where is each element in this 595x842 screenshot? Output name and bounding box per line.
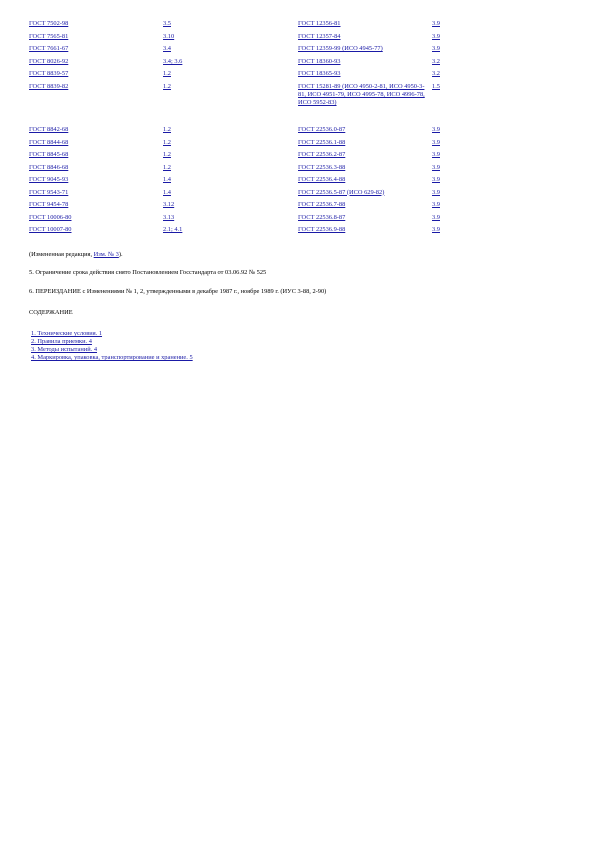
reference-cell <box>163 176 293 184</box>
reference-doc-link[interactable]: ГОСТ 8839-57 <box>29 70 69 77</box>
reference-section-link[interactable]: 3.9 <box>432 45 440 52</box>
reference-cell <box>298 45 426 53</box>
reference-doc-link[interactable]: ГОСТ 22536.7-88 <box>298 201 346 208</box>
reference-section-link[interactable]: 1.2 <box>163 126 171 133</box>
reference-cell <box>432 189 472 197</box>
reference-doc-link[interactable]: ГОСТ 22536.4-88 <box>298 176 346 183</box>
reference-doc-link[interactable]: ГОСТ 22536.3-88 <box>298 163 346 171</box>
reference-cell <box>163 226 293 234</box>
reference-section-link[interactable]: 2.1; 4.1 <box>163 226 183 233</box>
reference-cell <box>432 126 472 134</box>
reference-doc-link[interactable]: ГОСТ 12356-81 <box>298 20 341 27</box>
reference-section-link[interactable]: 3.9 <box>432 138 440 146</box>
table-of-contents <box>31 330 193 362</box>
reference-doc-link[interactable]: ГОСТ 9045-93 <box>29 176 69 183</box>
amendment-note-prefix: (Измененная редакция, <box>29 251 94 258</box>
reference-doc-link[interactable]: ГОСТ 12357-84 <box>298 32 341 40</box>
reference-section-link[interactable]: 1.2 <box>163 82 171 90</box>
reference-doc-link[interactable]: ГОСТ 7565-81 <box>29 32 69 40</box>
reference-cell <box>163 58 293 66</box>
reference-cell <box>163 189 293 197</box>
toc-title: СОДЕРЖАНИЕ <box>29 309 73 316</box>
reference-cell <box>298 189 426 197</box>
reference-cell <box>29 70 159 78</box>
reference-cell <box>432 151 472 159</box>
reference-cell <box>298 33 426 41</box>
reference-doc-link[interactable]: ГОСТ 9454-78 <box>29 201 69 208</box>
reference-cell <box>29 151 159 159</box>
reference-doc-link[interactable]: ГОСТ 8842-68 <box>29 126 69 133</box>
reference-cell <box>298 20 426 28</box>
reference-cell <box>298 226 426 234</box>
reference-section-link[interactable]: 1.4 <box>163 176 171 183</box>
reference-section-link[interactable]: 3.12 <box>163 201 175 208</box>
reference-section-link[interactable]: 3.9 <box>432 226 440 233</box>
reference-cell <box>298 126 426 134</box>
reference-cell <box>29 45 159 53</box>
reference-cell <box>432 45 472 53</box>
reference-cell <box>432 70 472 78</box>
reference-doc-link[interactable]: ГОСТ 7661-67 <box>29 45 69 52</box>
reference-section-link[interactable]: 3.2 <box>432 70 440 77</box>
reference-section-link[interactable]: 1.2 <box>163 138 171 146</box>
reference-cell <box>29 58 159 66</box>
reference-cell <box>163 139 293 147</box>
reference-section-link[interactable]: 1.2 <box>163 151 171 158</box>
reference-cell <box>163 214 293 222</box>
reference-section-link[interactable]: 3.2 <box>432 57 440 65</box>
reference-section-link[interactable]: 3.9 <box>432 151 440 158</box>
reference-cell <box>29 226 159 234</box>
reference-doc-link[interactable]: ГОСТ 22536.1-88 <box>298 138 346 146</box>
reference-section-link[interactable]: 3.9 <box>432 20 440 27</box>
toc-item-link[interactable]: 3. Методы испытаний. 4 <box>31 346 98 353</box>
reference-doc-link[interactable]: ГОСТ 9543-71 <box>29 188 69 196</box>
reference-doc-link[interactable]: ГОСТ 8839-82 <box>29 82 69 90</box>
reference-section-link[interactable]: 3.9 <box>432 188 440 196</box>
reference-cell <box>29 33 159 41</box>
reference-doc-link[interactable]: ГОСТ 12359-99 (ИСО 4945-77) <box>298 45 383 52</box>
reference-cell <box>298 176 426 184</box>
reference-doc-link[interactable]: ГОСТ 22536.0-87 <box>298 126 346 133</box>
paragraph-5: 5. Ограничение срока действия снято Постановлением Госстандарта от 03.06.92 № 525 <box>29 269 267 276</box>
reference-cell <box>298 83 426 108</box>
reference-section-link[interactable]: 3.9 <box>432 201 440 208</box>
reference-section-link[interactable]: 3.9 <box>432 126 440 133</box>
reference-cell <box>298 164 426 172</box>
reference-cell <box>298 214 426 222</box>
reference-section-link[interactable]: 1.2 <box>163 163 171 171</box>
reference-section-link[interactable]: 1.5 <box>432 82 440 90</box>
reference-cell <box>298 201 426 209</box>
reference-doc-link[interactable]: ГОСТ 22536.8-87 <box>298 213 346 221</box>
reference-cell <box>163 164 293 172</box>
reference-section-link[interactable]: 3.5 <box>163 20 171 27</box>
reference-cell <box>432 226 472 234</box>
reference-cell <box>298 151 426 159</box>
toc-item-link[interactable]: 1. Технические условия. 1 <box>31 330 103 337</box>
reference-section-link[interactable]: 3.4 <box>163 45 171 52</box>
reference-doc-link[interactable]: ГОСТ 8844-68 <box>29 138 69 146</box>
reference-cell <box>432 214 472 222</box>
reference-cell <box>163 20 293 28</box>
reference-doc-link[interactable]: ГОСТ 18360-93 <box>298 57 341 65</box>
reference-doc-link[interactable]: ГОСТ 22536.5-87 (ИСО 629-82) <box>298 188 385 196</box>
reference-section-link[interactable]: 3.9 <box>432 213 440 221</box>
reference-cell <box>29 214 159 222</box>
reference-cell <box>298 58 426 66</box>
reference-section-link[interactable]: 3.9 <box>432 163 440 171</box>
toc-item-link[interactable]: 2. Правила приемки. 4 <box>31 338 92 345</box>
reference-cell <box>432 33 472 41</box>
reference-section-link[interactable]: 3.9 <box>432 176 440 183</box>
reference-cell <box>29 139 159 147</box>
reference-cell <box>29 189 159 197</box>
reference-section-link[interactable]: 3.10 <box>163 32 175 40</box>
reference-doc-link[interactable]: ГОСТ 8026-92 <box>29 57 69 65</box>
amendment-link[interactable]: Изм. № 3 <box>93 251 119 258</box>
reference-doc-link[interactable]: ГОСТ 10007-80 <box>29 226 72 233</box>
reference-cell <box>298 139 426 147</box>
reference-cell <box>432 201 472 209</box>
toc-item-link[interactable]: 4. Маркировка, упаковка, транспортирование и хранение. 5 <box>31 354 193 361</box>
reference-cell <box>298 70 426 78</box>
reference-cell <box>29 20 159 28</box>
reference-cell <box>432 58 472 66</box>
reference-cell <box>432 164 472 172</box>
reference-doc-link[interactable]: ГОСТ 22536.9-88 <box>298 226 346 233</box>
reference-doc-link[interactable]: ГОСТ 8846-68 <box>29 163 69 171</box>
reference-cell <box>163 70 293 78</box>
reference-cell <box>432 20 472 28</box>
reference-doc-link[interactable]: ГОСТ 18365-93 <box>298 70 341 77</box>
reference-cell <box>163 83 293 91</box>
paragraph-6: 6. ПЕРЕИЗДАНИЕ с Изменениями № 1, 2, утвержденными в декабре 1987 г., ноябре 1989 г. (ИУС 3-88, 2-90) <box>29 288 327 295</box>
reference-cell <box>29 83 159 91</box>
reference-doc-link[interactable]: ГОСТ 8845-68 <box>29 151 69 158</box>
reference-doc-link[interactable]: ГОСТ 10006-80 <box>29 213 72 221</box>
reference-cell <box>163 151 293 159</box>
reference-cell <box>29 201 159 209</box>
reference-cell <box>29 176 159 184</box>
reference-cell <box>432 139 472 147</box>
reference-section-link[interactable]: 1.4 <box>163 188 171 196</box>
reference-section-link[interactable]: 3.13 <box>163 213 175 221</box>
reference-cell <box>163 33 293 41</box>
reference-cell <box>432 83 472 91</box>
reference-cell <box>163 201 293 209</box>
reference-cell <box>432 176 472 184</box>
reference-cell <box>29 164 159 172</box>
reference-section-link[interactable]: 3.9 <box>432 32 440 40</box>
reference-section-link[interactable]: 3.4; 3.6 <box>163 57 183 65</box>
amendment-note <box>29 251 123 259</box>
reference-cell <box>29 126 159 134</box>
reference-doc-link[interactable]: ГОСТ 15281-89 (ИСО 4950-2-81, ИСО 4950-3-81, ИСО 4951-79, ИСО 4995-78, ИСО 4996-78, ИСО 5952-83) <box>298 82 425 107</box>
reference-cell <box>163 45 293 53</box>
amendment-note-suffix: ). <box>118 251 123 258</box>
reference-doc-link[interactable]: ГОСТ 7502-98 <box>29 20 69 27</box>
reference-section-link[interactable]: 1.2 <box>163 70 171 77</box>
reference-cell <box>163 126 293 134</box>
reference-doc-link[interactable]: ГОСТ 22536.2-87 <box>298 151 346 158</box>
